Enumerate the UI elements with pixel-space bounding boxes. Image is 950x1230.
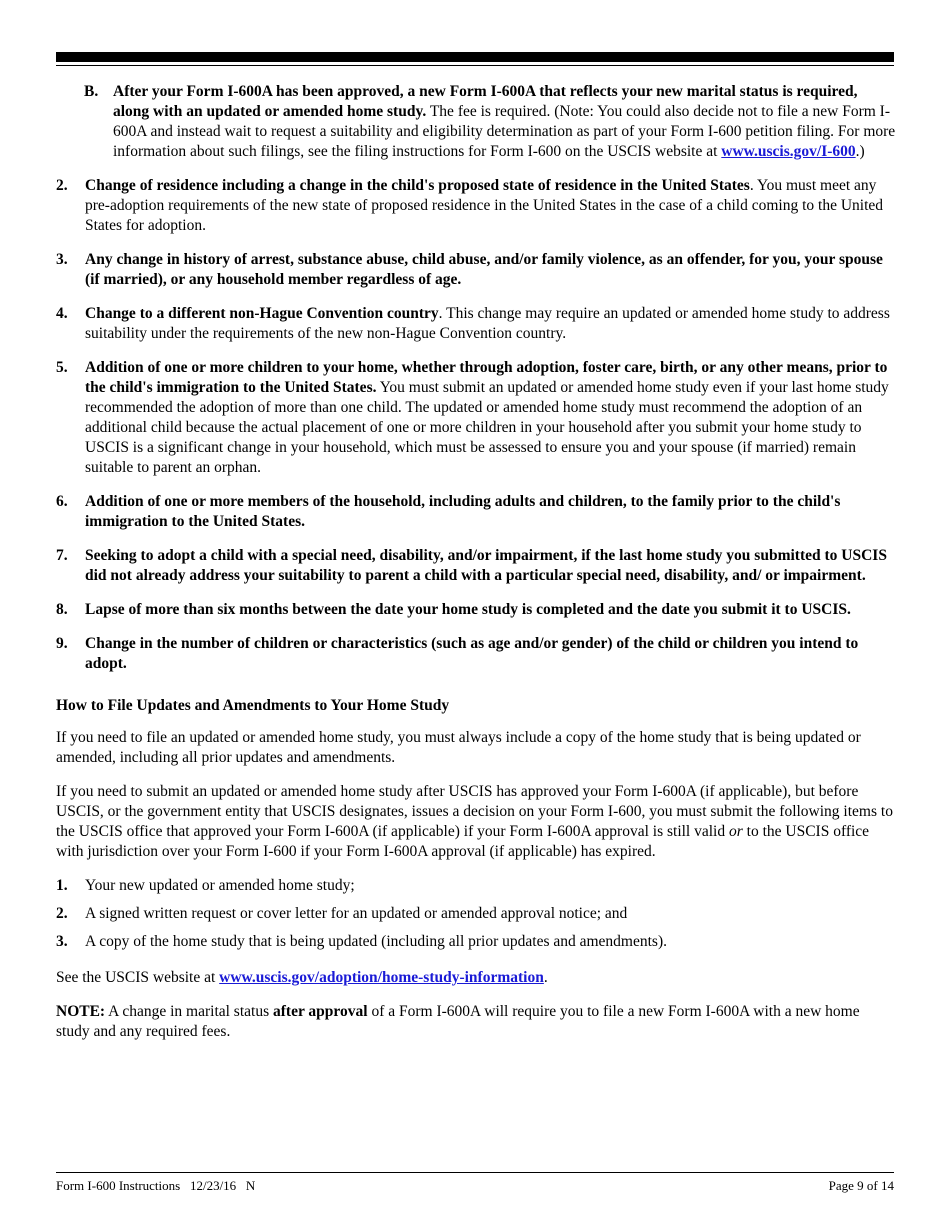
header-rule-thin xyxy=(56,65,894,66)
item-number: 6. xyxy=(56,493,68,510)
submission-list-item xyxy=(56,876,896,896)
note-text: of a Form I-600A will require you to file a new Form I-600A with a new home study and any required fees. xyxy=(56,1003,860,1040)
footer-form-id: Form I-600 Instructions 12/23/16 N xyxy=(56,1178,256,1193)
item-text: . You must meet any pre-adoption requirements of the new state of proposed residence in the United States in the case of a child coming to the United States for adoption. xyxy=(85,177,884,234)
item-number: 1. xyxy=(56,877,68,894)
home-study-info-link[interactable]: www.uscis.gov/adoption/home-study-information xyxy=(219,969,544,986)
see-website-paragraph xyxy=(56,968,896,988)
submission-list-item xyxy=(56,904,896,924)
submission-list-item xyxy=(56,932,896,952)
list-item-4 xyxy=(56,304,896,344)
item-number: 5. xyxy=(56,359,68,376)
note-label: NOTE: xyxy=(56,1003,106,1020)
item-number: 3. xyxy=(56,251,68,268)
section-heading: How to File Updates and Amendments to Your Home Study xyxy=(56,697,450,714)
item-number: 4. xyxy=(56,305,68,322)
item-bold-text: Change of residence including a change in the child's proposed state of residence in the United States xyxy=(85,177,750,194)
item-bold-text: Change in the number of children or characteristics (such as age and/or gender) of the child or children you intend to adopt. xyxy=(85,635,859,672)
item-number: 3. xyxy=(56,933,68,950)
item-marker: B. xyxy=(84,83,99,100)
list-item-5 xyxy=(56,358,896,478)
submission-list xyxy=(56,876,896,952)
list-item-2 xyxy=(56,176,896,236)
header-rule-thick xyxy=(56,52,894,62)
item-number: 2. xyxy=(56,177,68,194)
footer-rule xyxy=(56,1172,894,1173)
note-bold-text: after approval xyxy=(273,1003,368,1020)
list-item-3 xyxy=(56,250,896,290)
paragraph-text: See the USCIS website at xyxy=(56,969,216,986)
item-bold-text: Addition of one or more members of the household, including adults and children, to the family prior to the child's immigration to the United States. xyxy=(85,493,841,530)
section-paragraph-2 xyxy=(56,782,896,862)
item-text: A signed written request or cover letter for an updated or amended approval notice; and xyxy=(85,905,628,922)
item-text: . This change may require an updated or amended home study to address suitability under the requirements of the new non-Hague Convention country. xyxy=(85,305,890,342)
item-number: 8. xyxy=(56,601,68,618)
item-text: Your new updated or amended home study; xyxy=(85,877,355,894)
item-bold-text: Seeking to adopt a child with a special need, disability, and/or impairment, if the last home study you submitted to USCIS did not already address your suitability to parent a child with a particular special need, disability, and/ or impairment. xyxy=(85,547,887,584)
item-text: You must submit an updated or amended home study even if your last home study recommended the adoption of more than one child. The updated or amended home study must recommend the adoption of an additional child because the actual placement of one or more children in your household after you submit your home study to USCIS is a significant change in your household, which must be assessed to ensure you and your spouse (if married) remain suitable to parent an orphan. xyxy=(85,379,889,476)
list-item-8 xyxy=(56,600,896,620)
uscis-i600-link[interactable]: www.uscis.gov/I-600 xyxy=(721,143,856,160)
list-item-b xyxy=(84,82,896,162)
list-item-7 xyxy=(56,546,896,586)
note-paragraph xyxy=(56,1002,896,1042)
item-bold-text: Addition of one or more children to your home, whether through adoption, foster care, birth, or any other means, prior to the child's immigration to the United States. xyxy=(85,359,888,396)
link-trailing-text: .) xyxy=(855,143,865,160)
list-item-6 xyxy=(56,492,896,532)
paragraph-text: If you need to submit an updated or amended home study after USCIS has approved your Form I-600A (if applicable), but before USCIS, or the government entity that USCIS designates, issues a decision on your Form I-600, you must submit the following items to the USCIS office that approved your Form I-600A (if applicable) if your Form I-600A approval is still valid xyxy=(56,783,893,840)
item-number: 9. xyxy=(56,635,68,652)
item-bold-text: After your Form I-600A has been approved, a new Form I-600A that reflects your new marital status is required, along with an updated or amended home study. xyxy=(113,83,858,120)
list-item-9 xyxy=(56,634,896,674)
item-text: The fee is required. (Note: You could also decide not to file a new Form I-600A and instead wait to request a suitability and eligibility determination as part of your Form I-600 petition filing. For more information about such filings, see the filing instructions for Form I-600 on the USCIS website at xyxy=(113,103,896,160)
item-text: A copy of the home study that is being updated (including all prior updates and amendments). xyxy=(85,933,667,950)
item-bold-text: Any change in history of arrest, substance abuse, child abuse, and/or family violence, as an offender, for you, your spouse (if married), or any household member regardless of age. xyxy=(85,251,883,288)
page-footer xyxy=(56,1178,894,1194)
link-trailing-text: . xyxy=(543,969,548,986)
page-content xyxy=(56,82,896,1056)
page-number: Page 9 of 14 xyxy=(828,1178,894,1193)
paragraph-italic-text: or xyxy=(728,823,743,840)
paragraph-text: to the USCIS office with jurisdiction over your Form I-600 if your Form I-600A approval (if applicable) has expired. xyxy=(56,823,870,860)
item-number: 2. xyxy=(56,905,68,922)
note-text: A change in marital status xyxy=(108,1003,270,1020)
section-paragraph-1: If you need to file an updated or amended home study, you must always include a copy of the home study that is being updated or amended, including all prior updates and amendments. xyxy=(56,729,861,766)
item-bold-text: Lapse of more than six months between the date your home study is completed and the date you submit it to USCIS. xyxy=(85,601,851,618)
item-number: 7. xyxy=(56,547,68,564)
item-bold-text: Change to a different non-Hague Convention country xyxy=(85,305,439,322)
